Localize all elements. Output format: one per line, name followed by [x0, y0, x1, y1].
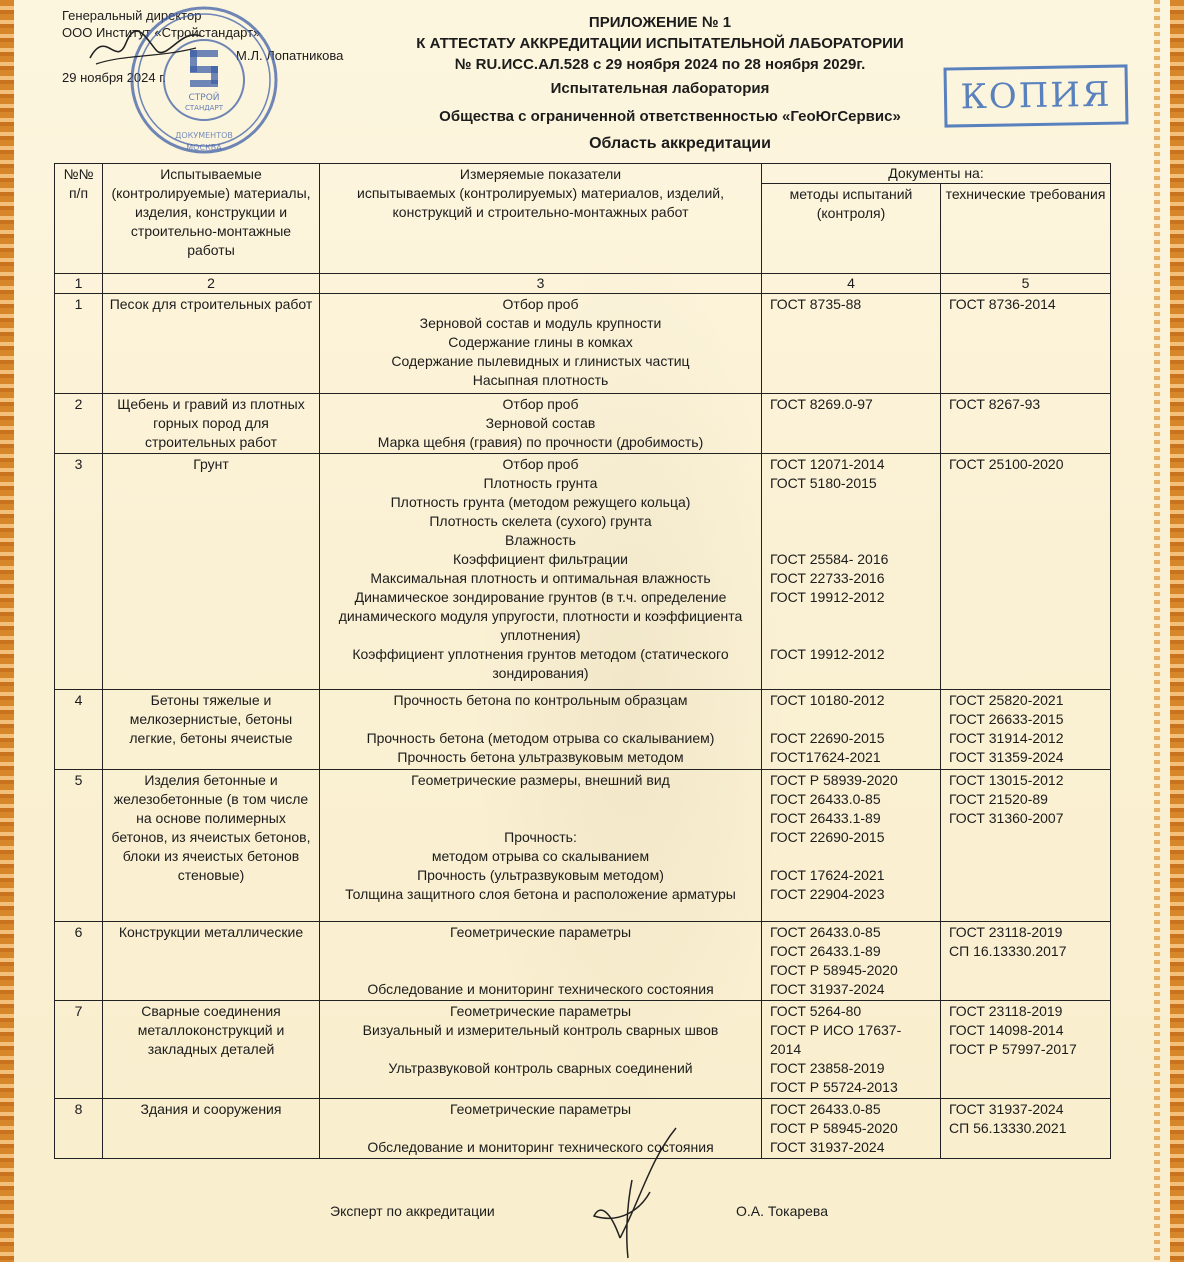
- method-doc: ГОСТ 17624-2021: [770, 867, 885, 883]
- method-doc: [770, 531, 936, 550]
- row-indicators: [320, 1001, 762, 1099]
- requirement-doc: СП 16.13330.2017: [949, 943, 1067, 959]
- indicator-item: [324, 1040, 757, 1059]
- indicator-item: Марка щебня (гравия) по прочности (дробимость): [377, 434, 704, 450]
- requirement-doc: ГОСТ 25100-2020: [949, 456, 1064, 472]
- row-requirements: [941, 1099, 1111, 1159]
- method-doc: 2014: [770, 1041, 802, 1057]
- row-object: Здания и сооружения: [103, 1099, 320, 1159]
- expert-label: Эксперт по аккредитации: [330, 1203, 495, 1219]
- row-object: Изделия бетонные и железобетонные (в том числе на основе полимерных бетонов, из ячеистых бетонов, блоки из ячеистых бетонов стеновые): [103, 770, 320, 922]
- header-requirements: технические требования: [941, 184, 1111, 274]
- method-doc: ГОСТ 22733-2016: [770, 570, 885, 586]
- method-doc: ГОСТ 8269.0-97: [770, 396, 873, 412]
- method-doc: ГОСТ Р 58939-2020: [770, 772, 898, 788]
- requirement-doc: ГОСТ 31937-2024: [949, 1101, 1064, 1117]
- indicator-item: Геометрические параметры: [449, 1003, 632, 1019]
- row-object: Конструкции металлические: [103, 922, 320, 1001]
- indicator-item: [324, 790, 757, 809]
- indicator-item: методом отрыва со скалыванием: [431, 848, 650, 864]
- method-doc: [770, 626, 936, 645]
- accreditation-table: [54, 163, 1111, 1159]
- expert-signature-icon: [580, 1120, 700, 1260]
- indicator-item: Коэффициент фильтрации: [453, 551, 628, 567]
- method-doc: ГОСТ 26433.0-85: [770, 791, 881, 807]
- indicator-item: Отбор проб: [502, 456, 579, 472]
- row-requirements: [941, 922, 1111, 1001]
- method-doc: ГОСТ Р 58945-2020: [770, 1120, 898, 1136]
- header-objects: Испытываемые (контролируемые) материалы, изделия, конструкции и строительно-монтажные работы: [103, 164, 320, 274]
- svg-text:СТАНДАРТ: СТАНДАРТ: [185, 104, 223, 112]
- indicator-item: [324, 710, 757, 729]
- title-line-1: ПРИЛОЖЕНИЕ № 1: [588, 14, 732, 31]
- table-row: [55, 770, 1111, 922]
- row-number: 6: [55, 922, 103, 1001]
- method-doc: [770, 493, 936, 512]
- indicator-item: Прочность:: [504, 829, 577, 845]
- svg-text:СТРОЙ: СТРОЙ: [188, 93, 220, 103]
- requirement-doc: СП 56.13330.2021: [949, 1120, 1067, 1136]
- indicator-item: Отбор проб: [502, 296, 579, 312]
- indicator-item: Влажность: [505, 532, 576, 548]
- indicator-item: Содержание пылевидных и глинистых частиц: [391, 353, 690, 369]
- row-methods: [762, 294, 941, 394]
- indicator-item: Прочность бетона ультразвуковым методом: [397, 749, 684, 765]
- indicator-item: Толщина защитного слоя бетона и расположение арматуры: [345, 886, 736, 902]
- svg-text:ДОКУМЕНТОВ: ДОКУМЕНТОВ: [175, 131, 233, 140]
- col-number: 3: [320, 274, 762, 294]
- method-doc: ГОСТ Р 58945-2020: [770, 962, 898, 978]
- header-docs: Документы на:: [762, 164, 1111, 184]
- row-object: Грунт: [103, 454, 320, 690]
- method-doc: ГОСТ 31937-2024: [770, 1139, 885, 1155]
- indicator-item: Визуальный и измерительный контроль сварных швов: [362, 1022, 719, 1038]
- method-doc: ГОСТ 12071-2014: [770, 456, 885, 472]
- row-number: 4: [55, 690, 103, 770]
- requirement-doc: ГОСТ 31359-2024: [949, 749, 1064, 765]
- indicator-item: Плотность грунта: [483, 475, 598, 491]
- method-doc: ГОСТ 5180-2015: [770, 475, 877, 491]
- row-methods: [762, 922, 941, 1001]
- row-number: 5: [55, 770, 103, 922]
- method-doc: ГОСТ 25584- 2016: [770, 551, 889, 567]
- column-number-row: [55, 274, 1111, 294]
- method-doc: ГОСТ 26433.1-89: [770, 810, 881, 826]
- method-doc: ГОСТ 31937-2024: [770, 981, 885, 997]
- method-doc: ГОСТ 19912-2012: [770, 646, 885, 662]
- row-number: 1: [55, 294, 103, 394]
- table-row: [55, 690, 1111, 770]
- row-requirements: [941, 690, 1111, 770]
- row-indicators: [320, 770, 762, 922]
- indicator-item: Обследование и мониторинг технического состояния: [367, 981, 714, 997]
- title-line-3: № RU.ИСС.АЛ.528 с 29 ноября 2024 по 28 ноября 2029г.: [454, 56, 866, 73]
- method-doc: [770, 512, 936, 531]
- indicator-item: Геометрические параметры: [449, 924, 632, 940]
- method-doc: [770, 607, 936, 626]
- indicator-item: Геометрические параметры: [449, 1101, 632, 1117]
- col-number: 1: [55, 274, 103, 294]
- indicator-item: Максимальная плотность и оптимальная влажность: [370, 570, 711, 586]
- indicator-item: [324, 809, 757, 828]
- row-indicators: [320, 922, 762, 1001]
- table-row: [55, 922, 1111, 1001]
- indicator-item: Прочность (ультразвуковым методом): [417, 867, 664, 883]
- row-methods: [762, 1099, 941, 1159]
- requirement-doc: ГОСТ 25820-2021: [949, 692, 1064, 708]
- requirement-doc: ГОСТ 31360-2007: [949, 810, 1064, 826]
- method-doc: ГОСТ 26433.1-89: [770, 943, 881, 959]
- indicator-item: Обследование и мониторинг технического состояния: [367, 1139, 714, 1155]
- director-date: 29 ноября 2024 г.: [62, 70, 166, 85]
- organization-name: Общества с ограниченной ответственностью «ГеоЮгСервис»: [439, 108, 901, 125]
- expert-name: О.А. Токарева: [736, 1203, 828, 1219]
- method-doc: [770, 710, 936, 729]
- row-indicators: [320, 294, 762, 394]
- col-number: 2: [103, 274, 320, 294]
- director-signature-icon: [86, 18, 206, 78]
- svg-text:МОСКВА: МОСКВА: [186, 143, 222, 152]
- col-number: 5: [941, 274, 1111, 294]
- method-doc: ГОСТ 26433.0-85: [770, 924, 881, 940]
- indicator-item: Прочность бетона (методом отрыва со скалыванием): [366, 730, 715, 746]
- row-indicators: [320, 690, 762, 770]
- indicator-item: Плотность скелета (сухого) грунта: [429, 513, 652, 529]
- method-doc: ГОСТ 5264-80: [770, 1003, 862, 1019]
- method-doc: [770, 847, 936, 866]
- left-ornament-border: [0, 0, 14, 1262]
- indicator-item: Зерновой состав и модуль крупности: [419, 315, 662, 331]
- requirement-doc: ГОСТ 14098-2014: [949, 1022, 1064, 1038]
- table-row: [55, 294, 1111, 394]
- indicator-item: Геометрические размеры, внешний вид: [411, 772, 670, 788]
- table-row: [55, 394, 1111, 454]
- method-doc: ГОСТ 10180-2012: [770, 692, 885, 708]
- document-title: [360, 12, 960, 75]
- requirement-doc: ГОСТ 26633-2015: [949, 711, 1064, 727]
- row-indicators: [320, 454, 762, 690]
- indicator-item: [324, 961, 757, 980]
- table-row: [55, 454, 1111, 690]
- row-object: Щебень и гравий из плотных горных пород для строительных работ: [103, 394, 320, 454]
- title-line-2: К АТТЕСТАТУ АККРЕДИТАЦИИ ИСПЫТАТЕЛЬНОЙ ЛАБОРАТОРИИ: [416, 35, 904, 52]
- row-requirements: [941, 770, 1111, 922]
- indicator-item: [324, 942, 757, 961]
- director-name: М.Л. Лопатникова: [236, 48, 344, 63]
- header-indicators: Измеряемые показатели испытываемых (контролируемых) материалов, изделий, конструкций и строительно-монтажных работ: [320, 164, 762, 274]
- indicator-item: Насыпная плотность: [472, 372, 609, 388]
- row-indicators: [320, 394, 762, 454]
- scope-heading: Область аккредитации: [589, 135, 771, 152]
- indicator-item: Динамическое зондирование грунтов (в т.ч. определение динамического модуля упругости, плотности и коэффициента уплотнения): [338, 589, 743, 643]
- director-org: ООО Институт «Стройстандарт»: [62, 25, 261, 40]
- row-object: Песок для строительных работ: [103, 294, 320, 394]
- copy-stamp: КОПИЯ: [943, 64, 1128, 127]
- header-num: №№ п/п: [55, 164, 103, 274]
- indicator-item: Прочность бетона по контрольным образцам: [393, 692, 688, 708]
- indicator-item: Содержание глины в комках: [448, 334, 633, 350]
- method-doc: ГОСТ 8735-88: [770, 296, 862, 312]
- method-doc: ГОСТ 22904-2023: [770, 886, 885, 902]
- row-methods: [762, 454, 941, 690]
- indicator-item: Ультразвуковой контроль сварных соединений: [388, 1060, 693, 1076]
- method-doc: ГОСТ 23858-2019: [770, 1060, 885, 1076]
- requirement-doc: ГОСТ 31914-2012: [949, 730, 1064, 746]
- row-requirements: [941, 394, 1111, 454]
- requirement-doc: ГОСТ Р 57997-2017: [949, 1041, 1077, 1057]
- requirement-doc: ГОСТ 23118-2019: [949, 1003, 1063, 1019]
- requirement-doc: ГОСТ 8267-93: [949, 396, 1041, 412]
- method-doc: ГОСТ17624-2021: [770, 749, 881, 765]
- row-object: Бетоны тяжелые и мелкозернистые, бетоны легкие, бетоны ячеистые: [103, 690, 320, 770]
- row-requirements: [941, 1001, 1111, 1099]
- row-requirements: [941, 294, 1111, 394]
- method-doc: ГОСТ 22690-2015: [770, 829, 885, 845]
- requirement-doc: ГОСТ 21520-89: [949, 791, 1048, 807]
- method-doc: ГОСТ 19912-2012: [770, 589, 885, 605]
- row-methods: [762, 690, 941, 770]
- right-ornament-border: [1170, 0, 1184, 1262]
- method-doc: ГОСТ 26433.0-85: [770, 1101, 881, 1117]
- method-doc: ГОСТ 22690-2015: [770, 730, 885, 746]
- requirement-doc: ГОСТ 8736-2014: [949, 296, 1056, 312]
- table-row: [55, 1001, 1111, 1099]
- row-object: Сварные соединения металлоконструкций и закладных деталей: [103, 1001, 320, 1099]
- indicator-item: Плотность грунта (методом режущего кольца): [390, 494, 691, 510]
- indicator-item: Коэффициент уплотнения грунтов методом (статического зондирования): [352, 646, 729, 681]
- right-inner-border: [1154, 0, 1160, 1262]
- row-number: 8: [55, 1099, 103, 1159]
- row-requirements: [941, 454, 1111, 690]
- row-methods: [762, 770, 941, 922]
- indicator-item: Отбор проб: [502, 396, 579, 412]
- indicator-item: Зерновой состав: [485, 415, 596, 431]
- header-methods: методы испытаний (контроля): [762, 184, 941, 274]
- method-doc: ГОСТ Р ИСО 17637-: [770, 1022, 902, 1038]
- row-number: 7: [55, 1001, 103, 1099]
- row-number: 3: [55, 454, 103, 690]
- row-methods: [762, 1001, 941, 1099]
- requirement-doc: ГОСТ 13015-2012: [949, 772, 1064, 788]
- col-number: 4: [762, 274, 941, 294]
- lab-name: Испытательная лаборатория: [550, 80, 770, 97]
- row-methods: [762, 394, 941, 454]
- requirement-doc: ГОСТ 23118-2019: [949, 924, 1063, 940]
- row-number: 2: [55, 394, 103, 454]
- method-doc: ГОСТ Р 55724-2013: [770, 1079, 898, 1095]
- director-title: Генеральный директор: [62, 8, 202, 23]
